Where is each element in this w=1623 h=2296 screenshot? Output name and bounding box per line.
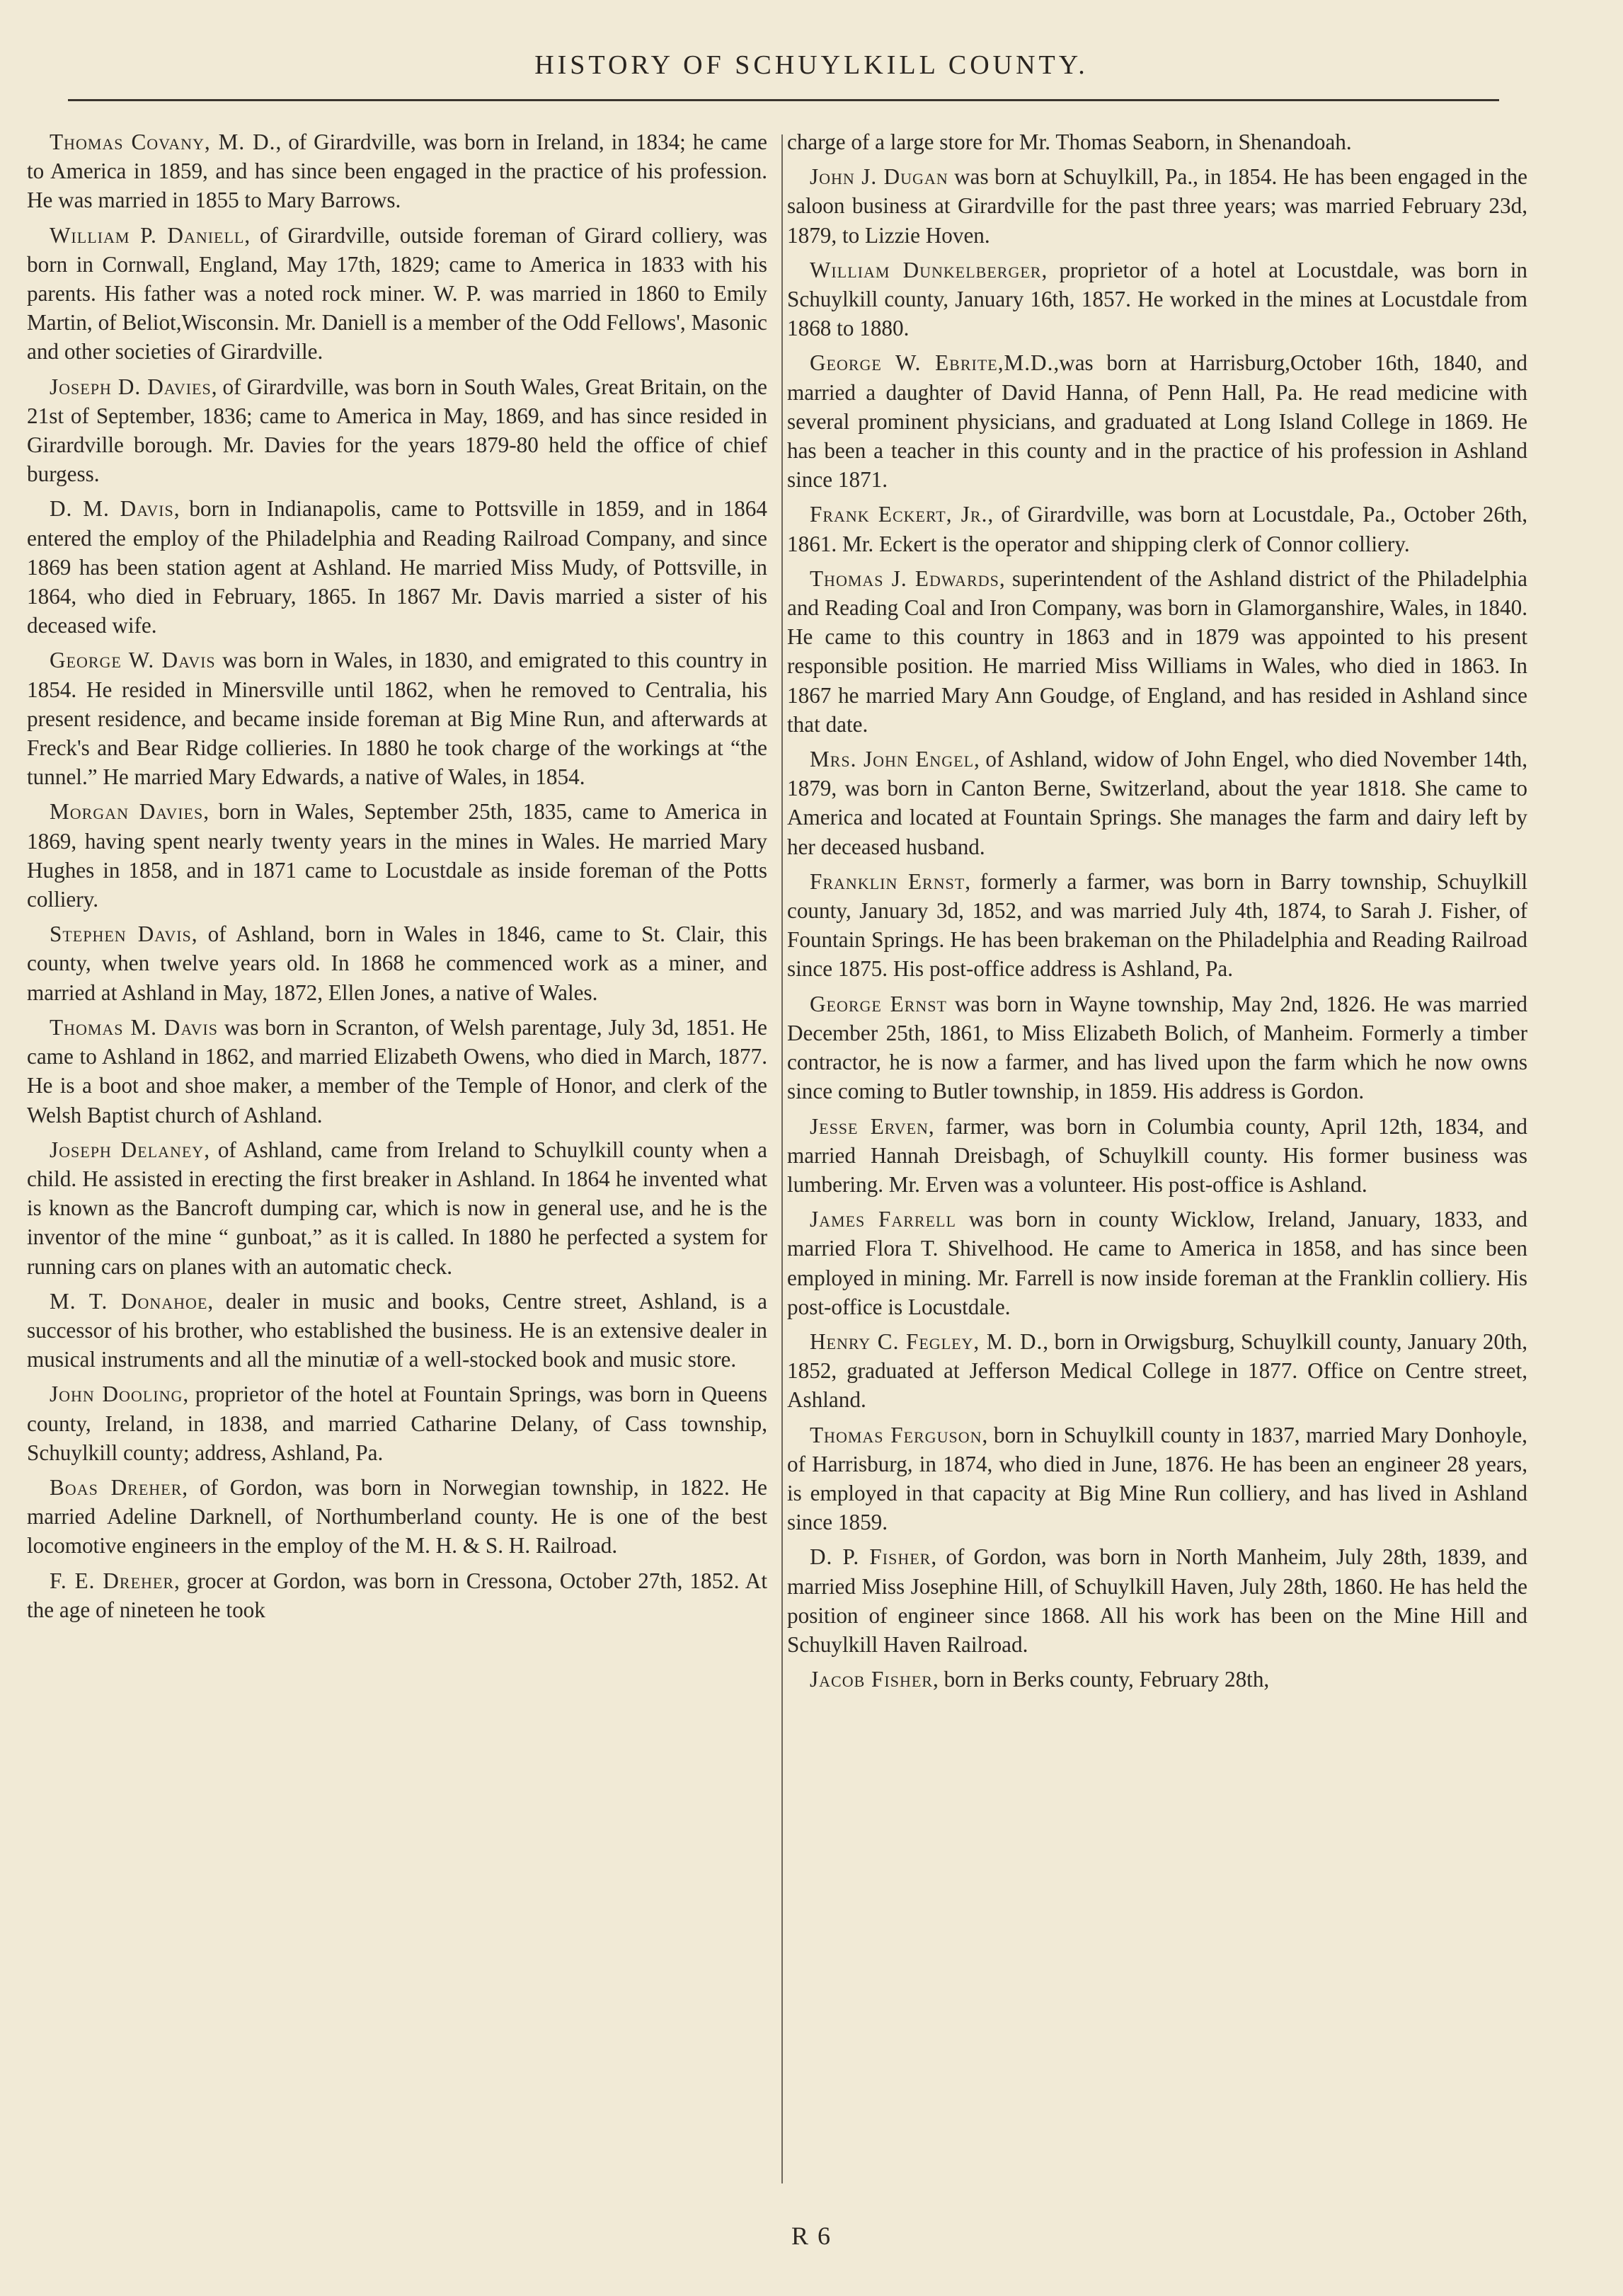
entry-text: was born in Wayne township, May 2nd, 1826. He was married December 25th, 1861, to Miss Elizabeth Bolich, of Manheim. Formerly a timber contractor, he is now a farmer, and has lived upon the farm which he now owns since coming to Butler township, in 1859. His address is Gordon. — [787, 991, 1527, 1104]
entry-name: Thomas M. Davis — [50, 1014, 218, 1040]
entry-name: Thomas J. Edwards — [810, 566, 999, 591]
entry-jesse-erven — [787, 1112, 1527, 1200]
column-divider — [781, 134, 783, 2183]
entry-text: , proprietor of the hotel at Fountain Springs, was born in Queens county, Ireland, in 1838, and married Catharine Delany, of Cass township, Schuylkill county; address, Ashland, Pa. — [27, 1382, 767, 1465]
entry-jacob-fisher — [787, 1665, 1527, 1694]
entry-george-w-davis — [27, 645, 767, 791]
entry-d-p-fisher — [787, 1542, 1527, 1659]
entry-name: M. T. Donahoe — [50, 1288, 208, 1314]
entry-text: was born at Schuylkill, Pa., in 1854. He has been engaged in the saloon business at Girardville for the past three years; was married February 23d, 1879, to Lizzie Hoven. — [787, 164, 1527, 248]
entry-name: D. M. Davis — [50, 496, 174, 522]
entry-name: Thomas Ferguson — [810, 1422, 982, 1447]
entry-name: Joseph Delaney — [50, 1137, 205, 1162]
entry-name: Joseph D. Davies — [50, 374, 212, 399]
entry-name: Thomas Covany, M. D. — [50, 130, 276, 154]
entry-text: , of Gordon, was born in North Manheim, July 28th, 1839, and married Miss Josephine Hill, of Schuylkill Haven, July 28th, 1860. He has held the position of engineer since 1868. All his work has been on the Mine Hill and Schuylkill Haven Railroad. — [787, 1544, 1527, 1657]
entry-text: , born in Wales, September 25th, 1835, came to America in 1869, having spent nearly twenty years in the mines in Wales. He married Mary Hughes in 1858, and in 1871 came to Locustdale as inside foreman of the Potts colliery. — [27, 799, 767, 912]
entry-william-p-daniell — [27, 221, 767, 367]
entry-morgan-davies — [27, 797, 767, 914]
entry-text: , of Girardville, was born in South Wales, Great Britain, on the 21st of September, 1836; came to America in May, 1869, and has since resided in Girardville borough. Mr. Davies for the years 1879-80 held the office of chief burgess. — [27, 374, 767, 487]
entry-joseph-d-davies — [27, 372, 767, 489]
entry-text: charge of a large store for Mr. Thomas Seaborn, in Shenandoah. — [787, 130, 1352, 154]
entry-text: , of Ashland, born in Wales in 1846, came to St. Clair, this county, when twelve years old. In 1868 he commenced work as a miner, and married at Ashland in May, 1872, Ellen Jones, a native of Wales. — [27, 922, 767, 1005]
entry-name: George W. Davis — [50, 648, 216, 673]
entry-text: , of Gordon, was born in Norwegian township, in 1822. He married Adeline Darknell, of Northumberland county. He is one of the best locomotive engineers in the employ of the M. H. & S. H. Railroad. — [27, 1474, 767, 1559]
entry-text: , born in Berks county, February 28th, — [932, 1667, 1270, 1692]
entry-thomas-j-edwards — [787, 564, 1527, 739]
entry-text: was born in county Wicklow, Ireland, January, 1833, and married Flora T. Shivelhood. He came to America in 1858, and has since been employed in mining. Mr. Farrell is now inside foreman at the Franklin colliery. His post-office is Locustdale. — [787, 1207, 1528, 1319]
entry-name: Frank Eckert, Jr. — [810, 502, 988, 527]
entry-james-farrell — [787, 1205, 1527, 1321]
entry-stephen-davis — [27, 919, 767, 1007]
entry-text: , born in Schuylkill county in 1837, married Mary Donhoyle, of Harrisburg, in 1874, who died in June, 1876. He has been an engineer 28 years, is employed in that capacity at Big Mine Run colliery, and has lived in Ashland since 1859. — [787, 1422, 1527, 1535]
entry-thomas-m-davis — [27, 1013, 767, 1130]
entry-name: Jacob Fisher — [810, 1667, 933, 1692]
entry-text: , born in Orwigsburg, Schuylkill county, January 20th, 1852, graduated at Jefferson Medical College in 1877. Office on Centre street, Ashland. — [787, 1328, 1527, 1413]
entry-joseph-delaney — [27, 1135, 767, 1281]
entry-text: was born in Wales, in 1830, and emigrated to this country in 1854. He resided in Minersville until 1862, when he removed to Centralia, his present residence, and became inside foreman at Big Mine Run, and afterwards at Freck's and Bear Ridge collieries. In 1880 he took charge of the workings at “the tunnel.” He married Mary Edwards, a native of Wales, in 1854. — [27, 648, 767, 790]
entry-john-j-dugan — [787, 162, 1527, 250]
entry-text: , of Ashland, came from Ireland to Schuylkill county when a child. He assisted in erecting the first breaker in Ashland. In 1864 he invented what is known as the Bancroft dumping car, which is now in general use, and he is the inventor of the mine “ gunboat,” as it is called. In 1880 he perfected a system for running cars on planes with an automatic check. — [27, 1137, 768, 1279]
page-signature: R 6 — [791, 2222, 832, 2250]
entry-john-dooling — [27, 1379, 767, 1467]
entry-text: , of Girardville, was born in Ireland, in 1834; he came to America in 1859, and has since been engaged in the practice of his profession. He was married in 1855 to Mary Barrows. — [27, 130, 767, 213]
entry-william-dunkelberger — [787, 256, 1527, 343]
entry-text: , born in Indianapolis, came to Pottsville in 1859, and in 1864 entered the employ of the Philadelphia and Reading Railroad Company, and since 1869 has been station agent at Ashland. He married Miss Mudy, of Pottsville, in 1864, who died in February, 1865. In 1867 Mr. Davis married a sister of his deceased wife. — [27, 496, 767, 638]
entry-boas-dreher — [27, 1473, 767, 1561]
header-rule — [68, 99, 1499, 101]
entry-text: , superintendent of the Ashland district of the Philadelphia and Reading Coal and Iron Company, was born in Glamorganshire, Wales, in 1840. He came to this country in 1863 and in 1879 was appointed to his present responsible position. He married Miss Williams in Wales, who died in 1863. In 1867 he married Mary Ann Goudge, of England, and has resided in Ashland since that date. — [787, 566, 1527, 737]
entry-george-w-ebrite — [787, 348, 1527, 494]
entry-continuation — [787, 127, 1527, 156]
entry-name: Jesse Erven — [810, 1113, 929, 1139]
entry-name: John J. Dugan — [810, 164, 948, 190]
entry-mrs-john-engel — [787, 745, 1527, 861]
entry-text: , of Girardville, outside foreman of Girard colliery, was born in Cornwall, England, May 17th, 1829; came to America in 1833 with his parents. His father was a noted rock miner. W. P. was married in 1860 to Emily Martin, of Beliot,Wisconsin. Mr. Daniell is a member of the Odd Fellows', Masonic and other societies of Girardville. — [27, 222, 767, 365]
entry-franklin-ernst — [787, 867, 1527, 984]
entry-name: William Dunkelberger — [810, 257, 1042, 282]
left-column — [27, 127, 767, 1630]
entry-name: Morgan Davies — [50, 799, 204, 825]
entry-name: George W. Ebrite,M.D. — [810, 350, 1054, 376]
entry-text: ,was born at Harrisburg,October 16th, 1840, and married a daughter of David Hanna, of Penn Hall, Pa. He read medicine with several prominent physicians, and graduated at Long Island College in 1869. He has been a teacher in this county and in the practice of his profession in Ashland since 1871. — [787, 350, 1527, 493]
entry-name: Mrs. John Engel — [810, 747, 975, 772]
entry-text: was born in Scranton, of Welsh parentage, July 3d, 1851. He came to Ashland in 1862, and married Elizabeth Owens, who died in March, 1877. He is a boot and shoe maker, a member of the Temple of Honor, and clerk of the Welsh Baptist church of Ashland. — [27, 1014, 768, 1127]
entry-m-t-donahoe — [27, 1287, 767, 1374]
entry-text: , formerly a farmer, was born in Barry township, Schuylkill county, January 3d, 1852, and was married July 4th, 1874, to Sarah J. Fisher, of Fountain Springs. He has been brakeman on the Philadelphia and Reading Railroad since 1875. His post-office address is Ashland, Pa. — [787, 868, 1528, 982]
entry-text: , of Girardville, was born at Locustdale, Pa., October 26th, 1861. Mr. Eckert is the operator and shipping clerk of Connor colliery. — [787, 502, 1527, 556]
entry-name: William P. Daniell — [50, 222, 245, 248]
entry-text: , proprietor of a hotel at Locustdale, was born in Schuylkill county, January 16th, 1857. He worked in the mines at Locustdale from 1868 to 1880. — [787, 257, 1527, 341]
right-column — [787, 127, 1527, 1699]
page-header: HISTORY OF SCHUYLKILL COUNTY. — [534, 50, 1089, 80]
entry-f-e-dreher — [27, 1566, 767, 1624]
entry-name: Franklin Ernst — [810, 868, 965, 894]
entry-text: , grocer at Gordon, was born in Cressona, October 27th, 1852. At the age of nineteen he took — [27, 1568, 767, 1622]
entry-d-m-davis — [27, 494, 767, 640]
entry-name: James Farrell — [810, 1207, 956, 1232]
entry-name: Henry C. Fegley, M. D. — [810, 1328, 1043, 1354]
entry-text: , dealer in music and books, Centre street, Ashland, is a successor of his brother, who established the business. He is an extensive dealer in musical instruments and all the minutiæ of a well-stocked book and music store. — [27, 1288, 767, 1372]
entry-text: , of Ashland, widow of John Engel, who died November 14th, 1879, was born in Canton Berne, Switzerland, about the year 1818. She came to America and located at Fountain Springs. She manages the farm and dairy left by her deceased husband. — [787, 747, 1527, 859]
entry-text: , farmer, was born in Columbia county, April 12th, 1834, and married Hannah Dreisbagh, of Schuylkill county. His former business was lumbering. Mr. Erven was a volunteer. His post-office is Ashland. — [787, 1113, 1527, 1197]
entry-name: Boas Dreher — [50, 1474, 183, 1500]
entry-name: John Dooling — [50, 1382, 183, 1407]
entry-name: George Ernst — [810, 991, 947, 1016]
entry-name: Stephen Davis — [50, 922, 192, 947]
entry-frank-eckert — [787, 500, 1527, 558]
entry-george-ernst — [787, 989, 1527, 1106]
entry-name: D. P. Fisher — [810, 1544, 931, 1570]
entry-thomas-ferguson — [787, 1420, 1527, 1537]
entry-name: F. E. Dreher — [50, 1568, 175, 1593]
entry-henry-c-fegley — [787, 1327, 1527, 1415]
entry-thomas-covany — [27, 127, 767, 215]
